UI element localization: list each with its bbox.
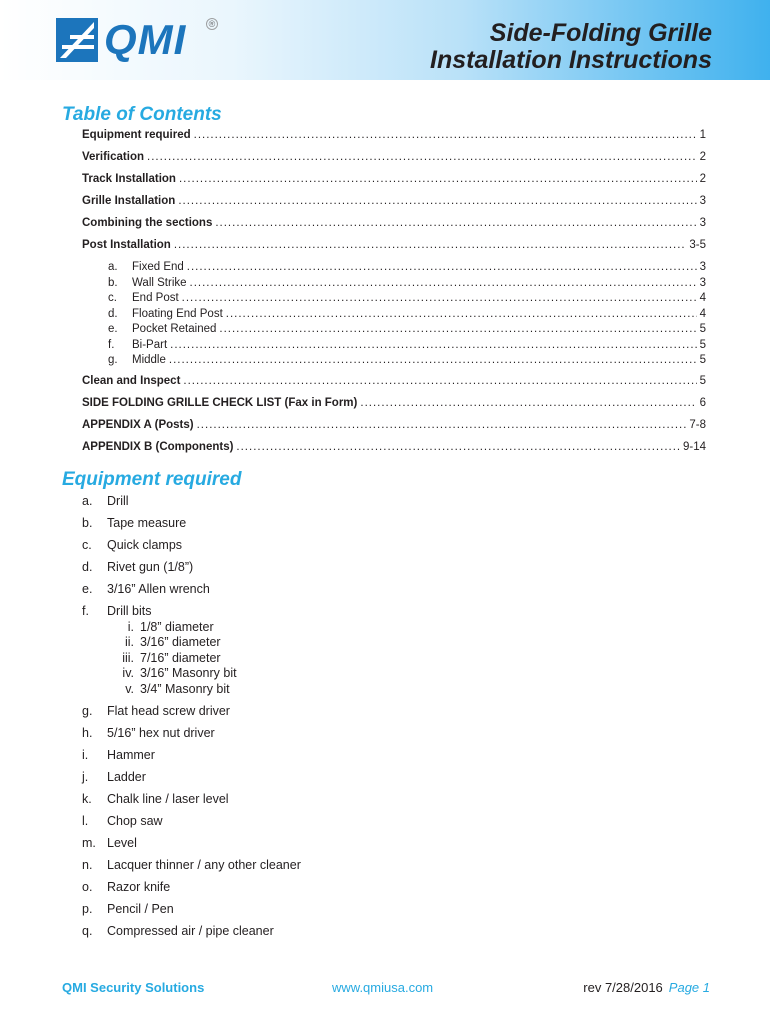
toc-entry-page: 5 — [699, 354, 706, 366]
toc-subentry-label: c. End Post — [108, 292, 179, 304]
list-item: p. Pencil / Pen — [82, 902, 174, 916]
toc-entry-page: 3 — [699, 276, 706, 289]
toc-leader — [147, 149, 697, 165]
toc-entry-page: 1 — [699, 129, 706, 141]
toc-subentry-floating-end-post[interactable] — [108, 306, 706, 322]
toc-leader — [183, 373, 696, 389]
toc-leader — [169, 352, 697, 368]
toc-subentry-end-post[interactable] — [108, 290, 706, 306]
qmi-logo — [56, 18, 216, 64]
toc-entry-page: 6 — [699, 397, 706, 409]
toc-leader — [187, 259, 697, 275]
list-item: f. Drill bits — [82, 604, 152, 618]
toc-entry-page: 7-8 — [689, 419, 706, 431]
toc-entry-page: 3 — [699, 217, 706, 229]
toc-entry-page: 3 — [699, 261, 706, 273]
toc-entry-checklist[interactable] — [82, 395, 706, 411]
toc-leader — [178, 193, 696, 209]
toc-entry-appendix-a[interactable] — [82, 417, 706, 433]
toc-leader — [236, 439, 680, 455]
toc-entry-page: 5 — [699, 323, 706, 335]
toc-subentry-wall-strike[interactable] — [108, 275, 706, 291]
toc-leader — [190, 275, 697, 291]
toc-entry-page: 3-5 — [689, 239, 706, 251]
toc-entry-post[interactable] — [82, 237, 706, 253]
toc-entry-page: 4 — [699, 292, 706, 304]
sub-list-item: v. 3/4” Masonry bit — [125, 681, 230, 696]
logo-wordmark: QMI — [104, 16, 187, 63]
toc-subentry-label: g. Middle — [108, 354, 166, 366]
toc-entry-appendix-b[interactable] — [82, 439, 706, 455]
toc-entry-label: Combining the sections — [82, 217, 213, 229]
list-item: b. Tape measure — [82, 516, 187, 530]
equipment-heading: Equipment required — [62, 469, 242, 490]
toc-entry-page: 4 — [699, 307, 706, 320]
toc-entry-label: Post Installation — [82, 239, 171, 251]
toc-leader — [174, 237, 687, 253]
list-item: n. Lacquer thinner / any other cleaner — [82, 858, 301, 872]
toc-heading: Table of Contents — [62, 104, 222, 125]
document-title — [430, 20, 712, 74]
qmi-logo-mark-icon — [56, 18, 98, 62]
toc-subentry-label: b. Wall Strike — [108, 276, 187, 289]
list-item: l. Chop saw — [82, 814, 163, 828]
toc-leader — [219, 321, 696, 337]
toc-leader — [182, 290, 697, 306]
toc-subentry-label: e. Pocket Retained — [108, 323, 217, 335]
list-item: a. Drill — [82, 494, 129, 508]
toc-entry-page: 9-14 — [682, 441, 706, 453]
toc-subentry-fixed-end[interactable] — [108, 259, 706, 275]
toc-subentry-label: f. Bi-Part — [108, 338, 168, 351]
page-header — [0, 0, 770, 80]
toc-subentry-bi-part[interactable] — [108, 337, 706, 353]
toc-entry-label: APPENDIX A (Posts) — [82, 419, 194, 431]
toc-entry-label: Equipment required — [82, 129, 191, 141]
page-footer — [0, 980, 770, 998]
footer-website-link[interactable]: www.qmiusa.com — [332, 980, 434, 995]
list-item: i. Hammer — [82, 748, 155, 762]
page-number: Page 1 — [668, 980, 710, 995]
toc-entry-label: Clean and Inspect — [82, 375, 181, 387]
footer-company: QMI Security Solutions — [62, 980, 205, 995]
toc-entry-clean[interactable] — [82, 373, 706, 389]
title-line-2: Installation Instructions — [430, 46, 712, 74]
toc-entry-page: 5 — [699, 338, 706, 351]
toc-leader — [197, 417, 687, 433]
list-item: d. Rivet gun (1/8”) — [82, 560, 194, 574]
toc-entry-page: 2 — [699, 151, 706, 163]
list-item: j. Ladder — [82, 770, 146, 784]
list-item: q. Compressed air / pipe cleaner — [82, 924, 274, 938]
toc-leader — [179, 171, 697, 187]
toc-leader — [360, 395, 696, 411]
toc-subentry-pocket-retained[interactable] — [108, 321, 706, 337]
toc-entry-equipment[interactable] — [82, 127, 706, 143]
list-item: o. Razor knife — [82, 880, 171, 894]
list-item: e. 3/16” Allen wrench — [82, 582, 210, 596]
toc-entry-label: Track Installation — [82, 173, 176, 185]
toc-leader — [170, 337, 696, 353]
toc-entry-label: Grille Installation — [82, 195, 176, 207]
toc-entry-label: APPENDIX B (Components) — [82, 441, 234, 453]
list-item: h. 5/16” hex nut driver — [82, 726, 215, 740]
toc-leader — [194, 127, 697, 143]
toc-entry-label: Verification — [82, 151, 144, 163]
sub-list-item: iv. 3/16” Masonry bit — [122, 666, 237, 680]
toc-subentry-label: d. Floating End Post — [108, 307, 223, 320]
sub-list-item: i. 1/8” diameter — [127, 619, 214, 634]
toc-entry-page: 2 — [699, 173, 706, 185]
sub-list-item: iii. 7/16” diameter — [122, 650, 221, 665]
list-item: k. Chalk line / laser level — [82, 792, 229, 806]
title-line-1: Side-Folding Grille — [489, 19, 712, 47]
toc-entry-page: 3 — [699, 195, 706, 207]
registered-mark: ® — [206, 18, 218, 30]
toc-entry-track[interactable] — [82, 171, 706, 187]
list-item: g. Flat head screw driver — [82, 704, 230, 718]
toc-subentry-label: a. Fixed End — [108, 261, 184, 273]
toc-leader — [226, 306, 697, 322]
list-item: c. Quick clamps — [82, 538, 183, 552]
toc-entry-page: 5 — [699, 375, 706, 387]
toc-entry-grille[interactable] — [82, 193, 706, 209]
toc-entry-label: SIDE FOLDING GRILLE CHECK LIST (Fax in Form) — [82, 397, 358, 409]
sub-list-item: ii. 3/16” diameter — [124, 635, 221, 649]
toc-entry-combining[interactable] — [82, 215, 706, 231]
revision-date: rev 7/28/2016 — [583, 980, 663, 995]
toc-entry-verification[interactable] — [82, 149, 706, 165]
toc-subentry-middle[interactable] — [108, 352, 706, 368]
toc-leader — [215, 215, 696, 231]
footer-revision — [583, 980, 710, 995]
list-item: m. Level — [82, 836, 137, 850]
